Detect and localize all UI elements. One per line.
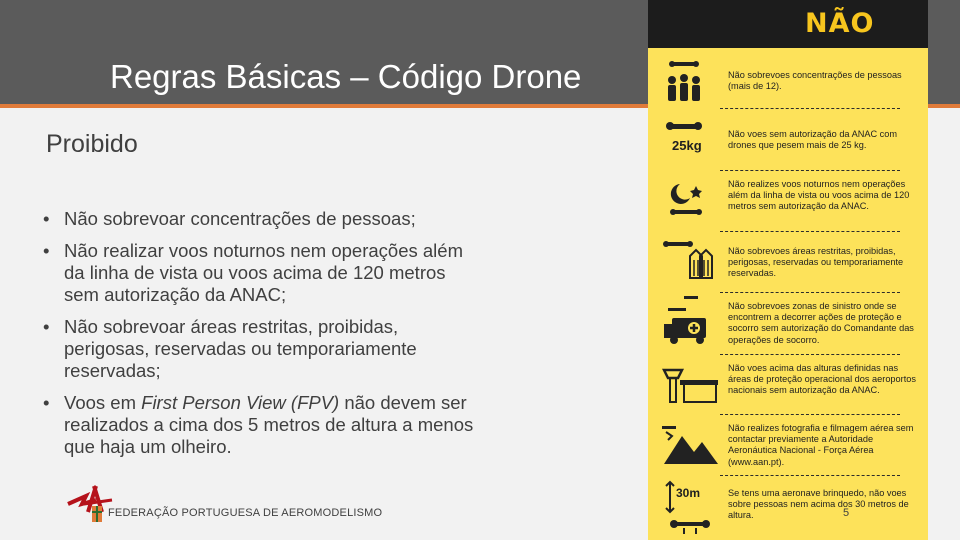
page-number: 5 [843,507,850,519]
divider [720,170,900,171]
restricted-area-icon [660,238,714,282]
bullet-item: • Não sobrevoar áreas restritas, proibidas, perigosas, reservadas ou temporariamente reservadas; [43,316,417,381]
bullet-item: • Não sobrevoar concentrações de pessoas; [43,208,416,229]
divider [720,108,900,109]
bullet-item: • Não realizar voos noturnos nem operações além da linha de vista ou voos acima de 120 metros sem autorização da ANAC; [43,240,463,305]
bullet-list [30,208,480,468]
footer-text: FEDERAÇÃO PORTUGUESA DE AEROMODELISMO [108,507,383,519]
divider [720,414,900,415]
divider [720,292,900,293]
rule-text: Não realizes fotografia e filmagem aérea sem contactar previamente a Autoridade Aeronáutica Nacional - Força Aérea (www.aan.pt). [728,423,914,467]
weight-label: 25kg [672,138,702,153]
slide-title: Regras Básicas – Código Drone [110,58,582,95]
ambulance-icon [662,296,714,346]
rules-infographic [648,0,928,540]
slide-subtitle: Proibido [46,130,138,158]
rule-text: Não voes sem autorização da ANAC com drones que pesem mais de 25 kg. [728,129,898,151]
toy-drone-icon [660,476,720,536]
height-label: 30m [676,486,701,500]
rule-text: Não sobrevoes áreas restritas, proibidas, perigosas, reservadas ou temporariamente reservadas. [728,246,904,279]
infographic-header: NÃO [648,0,928,48]
rule-text: Não realizes voos noturnos nem operações além da linha de vista ou voos acima de 120 metros sem autorização da ANAC. [728,179,910,212]
bullet-item: • Voos em First Person View (FPV) não devem ser realizados a cima dos 5 metros de altura a menos que haja um olheiro. [43,392,474,457]
fpa-logo [66,482,116,526]
divider [720,231,900,232]
rule-text: Se tens uma aeronave brinquedo, não voes sobre pessoas nem acima dos 30 metros de altura. [728,488,909,521]
rule-text: Não sobrevoes concentrações de pessoas (mais de 12). [728,70,902,92]
rule-text: Não voes acima das alturas definidas nas áreas de proteção operacional dos aeroportos nacionais sem autorização da ANAC. [728,363,916,396]
airport-tower-icon [662,364,718,408]
divider [720,354,900,355]
crowd-icon [660,58,708,108]
divider [720,475,900,476]
mountains-icon [660,422,720,466]
moon-icon [666,180,706,222]
rule-text: Não sobrevoes zonas de sinistro onde se encontrem a decorrer ações de proteção e socorro sem autorização do Comandante das operações de socorro. [728,301,914,345]
weight-icon [660,120,708,136]
